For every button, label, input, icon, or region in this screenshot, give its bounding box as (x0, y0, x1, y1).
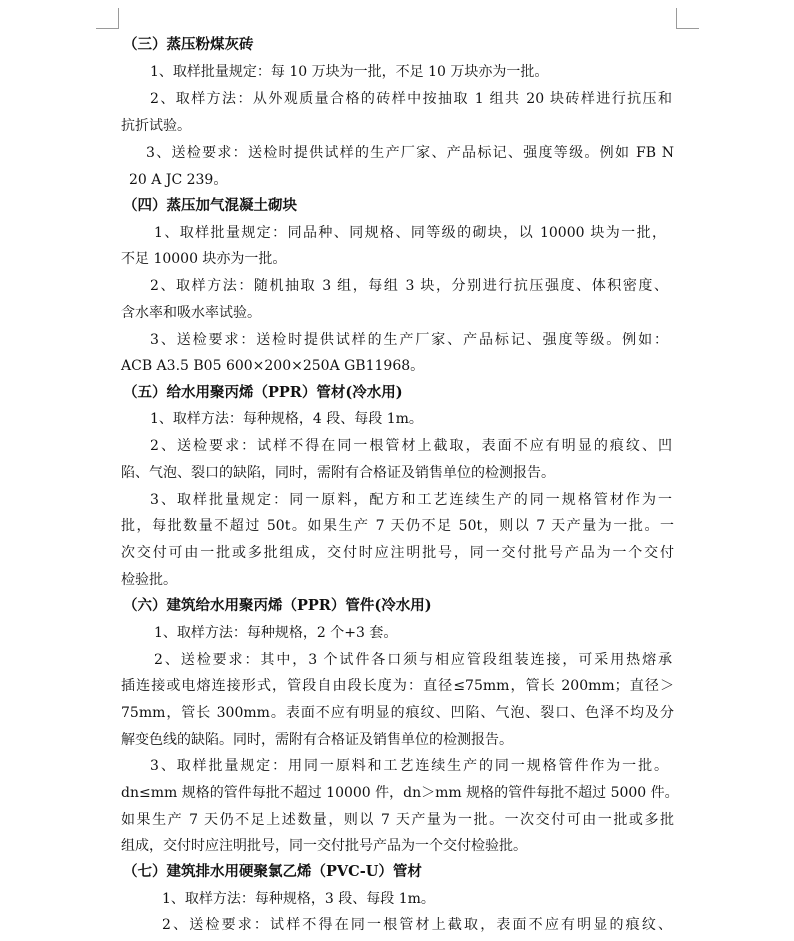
paragraph-line: 批，每批数量不超过 50t。如果生产 7 天仍不足 50t，则以 7 天产量为一批。一 (121, 518, 674, 534)
paragraph-line: 如果生产 7 天仍不足上述数量，则以 7 天产量为一批。一次交付可由一批或多批 (121, 812, 674, 828)
paragraph-line: 插连接或电熔连接形式，管段自由段长度为：直径≤75mm，管长 200mm；直径＞ (121, 678, 674, 694)
paragraph-line: 1、取样批量规定：每 10 万块为一批，不足 10 万块亦为一批。 (150, 64, 549, 80)
paragraph-line: 1、取样方法：每种规格，4 段、每段 1m。 (150, 411, 423, 427)
paragraph-line: 2、送检要求：其中，3 个试件各口须与相应管段组装连接，可采用热熔承 (154, 652, 672, 668)
section-heading-3: （三）蒸压粉煤灰砖 (123, 36, 254, 53)
paragraph-line: 解变色线的缺陷。同时，需附有合格证及销售单位的检测报告。 (121, 732, 513, 748)
paragraph-line: 2、取样方法：从外观质量合格的砖样中按抽取 1 组共 20 块砖样进行抗压和 (150, 91, 672, 107)
section-heading-7: （七）建筑排水用硬聚氯乙烯（PVC-U）管材 (123, 863, 422, 880)
paragraph-line: 3、送检要求：送检时提供试样的生产厂家、产品标记、强度等级。例如： (150, 332, 668, 348)
section-heading-6: （六）建筑给水用聚丙烯（PPR）管件(冷水用) (123, 597, 432, 614)
paragraph-line: 不足 10000 块亦为一批。 (121, 251, 287, 267)
section-heading-5: （五）给水用聚丙烯（PPR）管材(冷水用) (123, 384, 403, 401)
paragraph-line: 抗折试验。 (121, 118, 191, 134)
paragraph-line: 2、送检要求：试样不得在同一根管材上截取，表面不应有明显的痕纹、凹 (150, 438, 672, 454)
paragraph-line: ACB A3.5 B05 600×200×250A GB11968。 (121, 358, 425, 374)
paragraph-line: 1、取样方法：每种规格，3 段、每段 1m。 (162, 891, 435, 907)
paragraph-line: 2、取样方法：随机抽取 3 组，每组 3 块，分别进行抗压强度、体积密度、 (150, 278, 668, 294)
paragraph-line: 1、取样方法：每种规格，2 个+3 套。 (154, 625, 398, 641)
paragraph-line: 1、取样批量规定：同品种、同规格、同等级的砌块，以 10000 块为一批， (154, 225, 666, 241)
paragraph-line: 2、送检要求：试样不得在同一根管材上截取，表面不应有明显的痕纹、 (162, 917, 672, 933)
paragraph-line: 3、取样批量规定：用同一原料和工艺连续生产的同一规格管件作为一批。 (150, 758, 668, 774)
paragraph-line: 3、取样批量规定：同一原料，配方和工艺连续生产的同一规格管材作为一 (150, 492, 672, 508)
paragraph-line: dn≤mm 规格的管件每批不超过 10000 件，dn＞mm 规格的管件每批不超过 5000 件。 (121, 785, 679, 801)
paragraph-line: 次交付可由一批或多批组成，交付时应注明批号，同一交付批号产品为一个交付 (121, 545, 674, 561)
paragraph-line: 20 A JC 239。 (129, 172, 228, 188)
paragraph-line: 陷、气泡、裂口的缺陷，同时，需附有合格证及销售单位的检测报告。 (121, 465, 555, 481)
paragraph-line: 3、送检要求：送检时提供试样的生产厂家、产品标记、强度等级。例如 FB N (146, 145, 674, 161)
paragraph-line: 组成，交付时应注明批号，同一交付批号产品为一个交付检验批。 (121, 838, 527, 854)
paragraph-line: 检验批。 (121, 572, 177, 588)
paragraph-line: 75mm，管长 300mm。表面不应有明显的痕纹、凹陷、气泡、裂口、色泽不均及分 (121, 705, 674, 721)
section-heading-4: （四）蒸压加气混凝土砌块 (123, 197, 297, 214)
paragraph-line: 含水率和吸水率试验。 (121, 305, 261, 321)
